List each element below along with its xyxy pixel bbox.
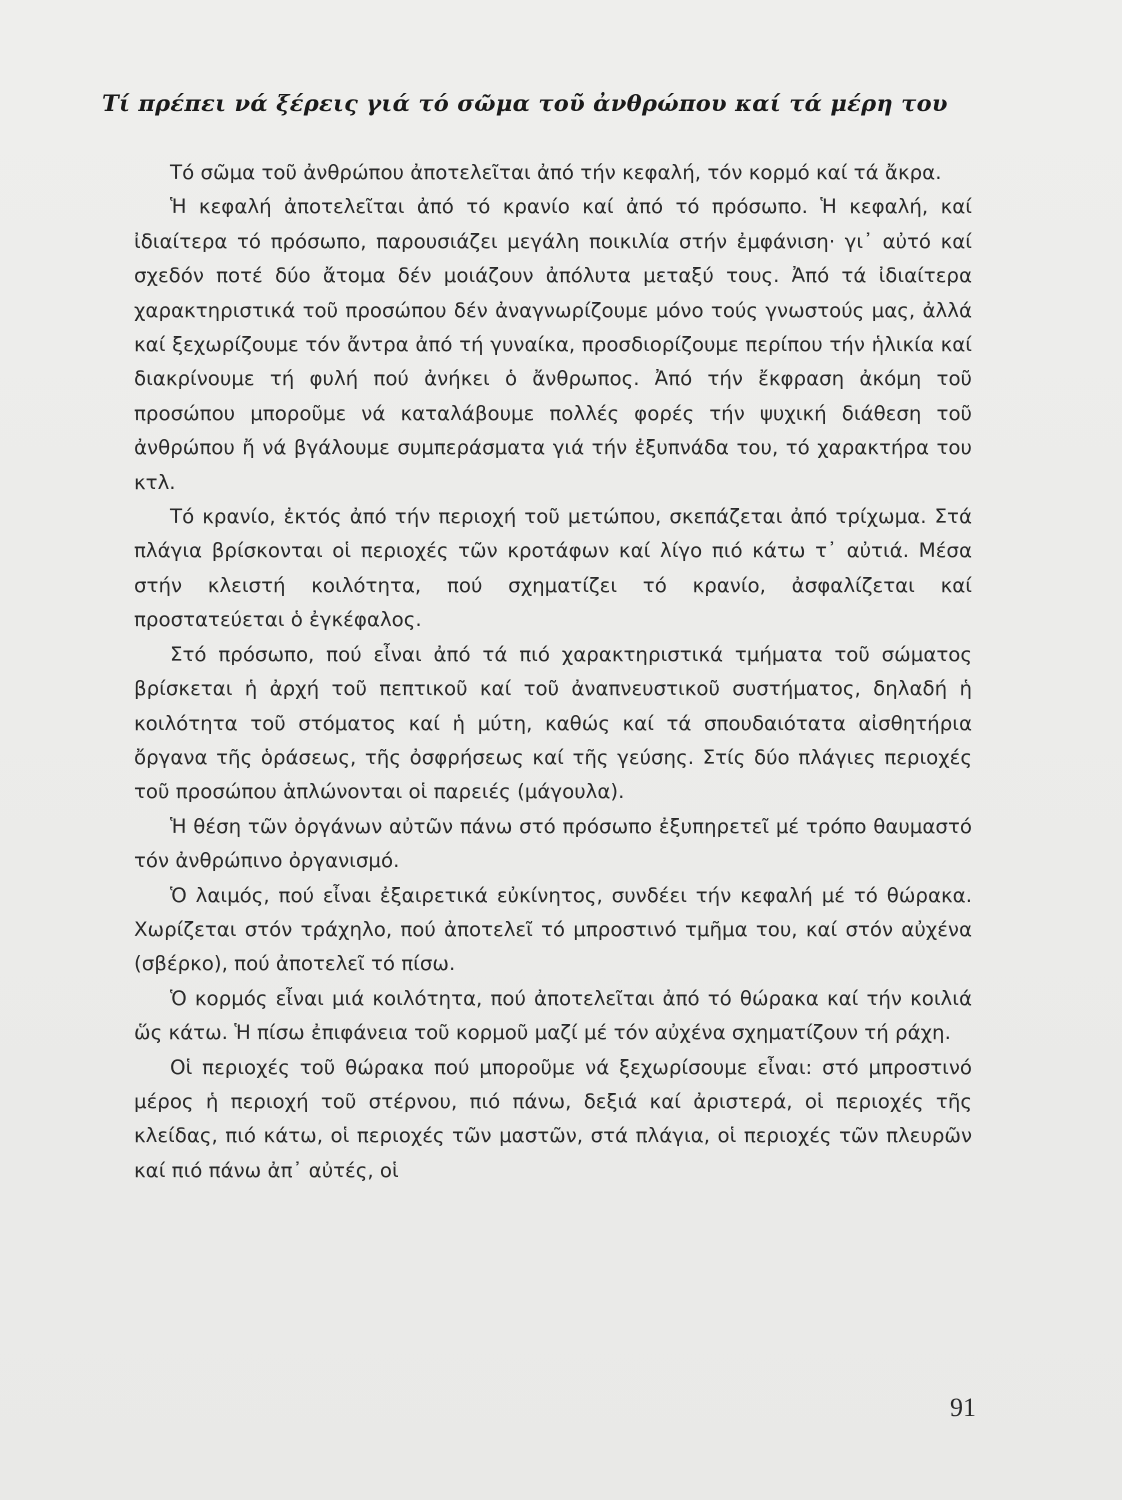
- paragraph: Τό σῶμα τοῦ ἀνθρώπου ἀποτελεῖται ἀπό τήν κεφαλή, τόν κορμό καί τά ἄκρα.: [170, 161, 942, 184]
- section-heading: Τί πρέπει νά ξέρεις γιά τό σῶμα τοῦ ἀνθρώπου καί τά μέρη του: [102, 91, 948, 117]
- body-text: [134, 156, 972, 1188]
- paragraph: Ὁ λαιμός, πού εἶναι ἐξαιρετικά εὐκίνητος, συνδέει τήν κεφαλή μέ τό θώρακα. Χωρίζεται στόν τράχηλο, πού ἀποτελεῖ τό μπροστινό τμῆμα του, καί στόν αὐχένα (σβέρκο), πού ἀποτελεῖ τό πίσω.: [134, 883, 972, 976]
- paragraph: Ὁ κορμός εἶναι μιά κοιλότητα, πού ἀποτελεῖται ἀπό τό θώρακα καί τήν κοιλιά ὥς κάτω. Ἡ πίσω ἐπιφάνεια τοῦ κορμοῦ μαζί μέ τόν αὐχένα σχηματίζουν τή ράχη.: [134, 986, 972, 1045]
- page-number: 91: [950, 1393, 976, 1422]
- paragraph: Ἡ θέση τῶν ὀργάνων αὐτῶν πάνω στό πρόσωπο ἐξυπηρετεῖ μέ τρόπο θαυμαστό τόν ἀνθρώπινο ὀργανισμό.: [134, 814, 972, 873]
- paragraph: Ἡ κεφαλή ἀποτελεῖται ἀπό τό κρανίο καί ἀπό τό πρόσωπο. Ἡ κεφαλή, καί ἰδιαίτερα τό πρόσωπο, παρουσιάζει μεγάλη ποικιλία στήν ἐμφάνιση· γι᾽ αὐτό καί σχεδόν ποτέ δύο ἄτομα δέν μοιάζουν ἀπόλυτα μεταξύ τους. Ἀπό τά ἰδιαίτερα χαρακτηριστικά τοῦ προσώπου δέν ἀναγνωρίζουμε μόνο τούς γνωστούς μας, ἀλλά καί ξεχωρίζουμε τόν ἄντρα ἀπό τή γυναίκα, προσδιορίζουμε περίπου τήν ἡλικία καί διακρίνουμε τή φυλή πού ἀνήκει ὁ ἄνθρωπος. Ἀπό τήν ἔκφραση ἀκόμη τοῦ προσώπου μποροῦμε νά καταλάβουμε πολλές φορές τήν ψυχική διάθεση τοῦ ἀνθρώπου ἤ νά βγάλουμε συμπεράσματα γιά τήν ἐξυπνάδα του, τό χαρακτήρα του κτλ.: [134, 195, 972, 494]
- paragraph: Οἱ περιοχές τοῦ θώρακα πού μποροῦμε νά ξεχωρίσουμε εἶναι: στό μπροστινό μέρος ἡ περιοχή τοῦ στέρνου, πιό πάνω, δεξιά καί ἀριστερά, οἱ περιοχές τῆς κλείδας, πιό κάτω, οἱ περιοχές τῶν μαστῶν, στά πλάγια, οἱ περιοχές τῶν πλευρῶν καί πιό πάνω ἀπ᾽ αὐτές, οἱ: [134, 1055, 972, 1182]
- paragraph: Στό πρόσωπο, πού εἶναι ἀπό τά πιό χαρακτηριστικά τμήματα τοῦ σώματος βρίσκεται ἡ ἀρχή τοῦ πεπτικοῦ καί τοῦ ἀναπνευστικοῦ συστήματος, δηλαδή ἡ κοιλότητα τοῦ στόματος καί ἡ μύτη, καθώς καί τά σπουδαιότατα αἰσθητήρια ὄργανα τῆς ὁράσεως, τῆς ὀσφρήσεως καί τῆς γεύσης. Στίς δύο πλάγιες περιοχές τοῦ προσώπου ἁπλώνονται οἱ παρειές (μάγουλα).: [134, 642, 972, 804]
- paragraph: Τό κρανίο, ἐκτός ἀπό τήν περιοχή τοῦ μετώπου, σκεπάζεται ἀπό τρίχωμα. Στά πλάγια βρίσκονται οἱ περιοχές τῶν κροτάφων καί λίγο πιό κάτω τ᾽ αὐτιά. Μέσα στήν κλειστή κοιλότητα, πού σχηματίζει τό κρανίο, ἀσφαλίζεται καί προστατεύεται ὁ ἐγκέφαλος.: [134, 505, 972, 632]
